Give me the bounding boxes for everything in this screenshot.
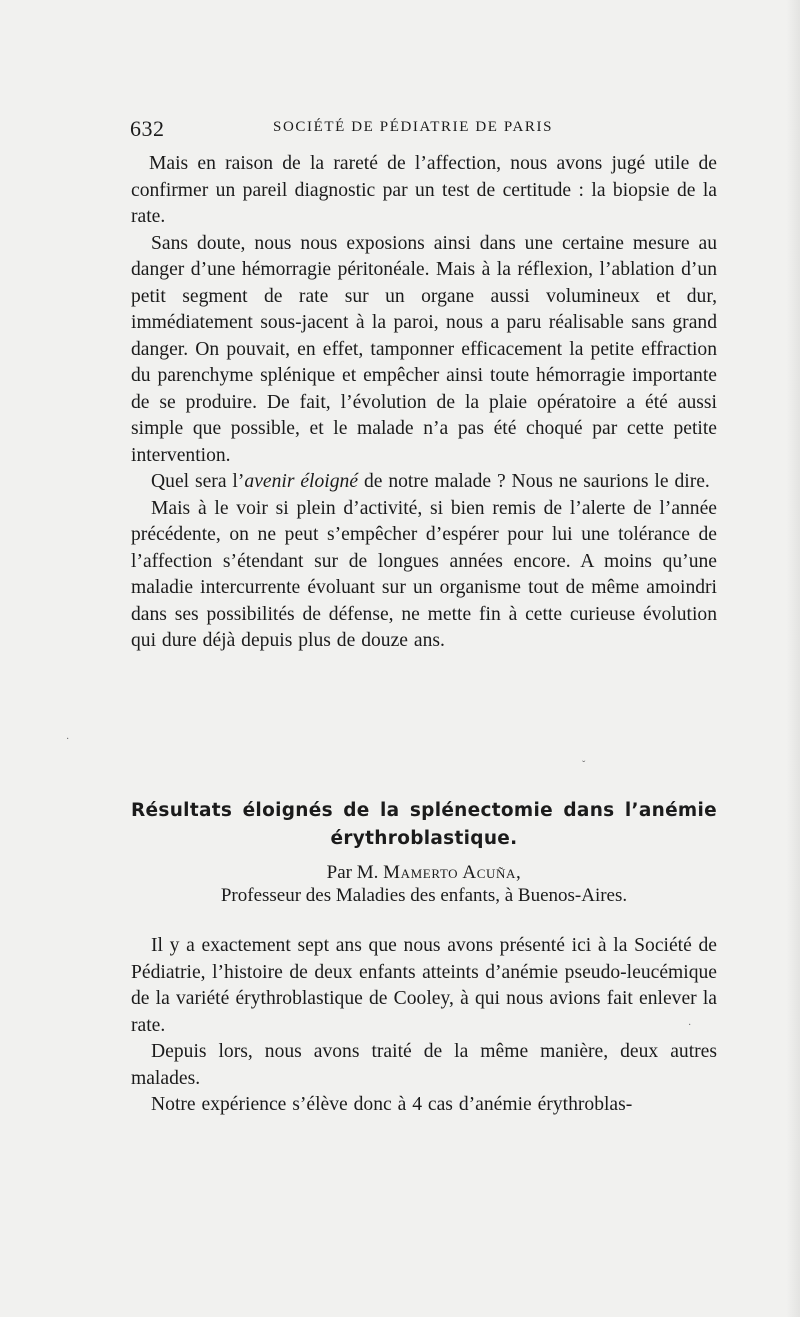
author-affiliation: Professeur des Maladies des enfants, à Buenos-Aires. [220,885,628,906]
print-speck: · [688,1020,692,1031]
article-title-line-1: Résultats éloignés de la splénectomie dans l’anémie [131,800,717,821]
paragraph-4: Mais à le voir si plein d’activité, si bien remis de l’alerte de l’année précédente, on ne peut s’empêcher d’espérer pour lui une tolérance de l’affection s’étendant sur de longues années encore. A moins qu’une maladie intercurrente évoluant sur un organisme tout de même amoindri dans ses possibilités de défense, ne mette fin à cette curieuse évolution qui dure déjà depuis plus de douze ans. [131,497,717,651]
byline [131,861,717,885]
paragraph-3-start: Quel sera l’ [151,471,245,492]
paragraph-3 [131,469,717,496]
paragraph-2: Sans doute, nous nous exposions ainsi dans une certaine mesure au danger d’une hémorragie péritonéale. Mais à la réflexion, l’ablation d’un petit segment de rate sur un organe aussi volumineux et dur, immédiatement sous-jacent à la paroi, nous a paru réalisable sans grand danger. On pouvait, en effet, tamponner efficacement la petite effraction du parenchyme splénique et empêcher ainsi toute hémorragie importante de se produire. De fait, l’évolution de la plaie opératoire a été aussi simple que possible, et le malade n’a pas été choqué par cette petite intervention. [131,232,717,466]
article-title [131,797,717,853]
paragraph-3-end: de notre malade ? Nous ne saurions le dire. [358,471,710,492]
paragraph-1: Mais en raison de la rareté de l’affection, nous avons jugé utile de confirmer un pareil diagnostic par un test de certitude : la biopsie de la rate. [131,153,717,227]
article-paragraph-1: Il y a exactement sept ans que nous avons présenté ici à la Société de Pédiatrie, l’histoire de deux enfants atteints d’anémie pseudo-leucémique de la variété érythroblastique de Cooley, à qui nous avions fait enlever la rate. [131,935,717,1036]
byline-prefix: Par M. [326,862,384,883]
article-title-line-2: érythroblastique. [330,828,518,849]
print-speck: ˇ [582,760,586,771]
page-number: 632 [130,116,165,141]
previous-article-text [131,151,717,655]
author-name: Mamerto Acuña, [383,862,522,883]
journal-title: SOCIÉTÉ DE PÉDIATRIE DE PARIS [273,119,554,135]
page-edge-shadow [786,0,800,1317]
article-text [131,933,717,1119]
article-paragraph-3: Notre expérience s’élève donc à 4 cas d’anémie érythroblas- [151,1094,633,1115]
paragraph-3-italic: avenir éloigné [244,471,359,492]
running-head [130,116,720,142]
article-paragraph-2: Depuis lors, nous avons traité de la même manière, deux autres malades. [131,1041,717,1089]
print-speck: · [66,734,70,745]
